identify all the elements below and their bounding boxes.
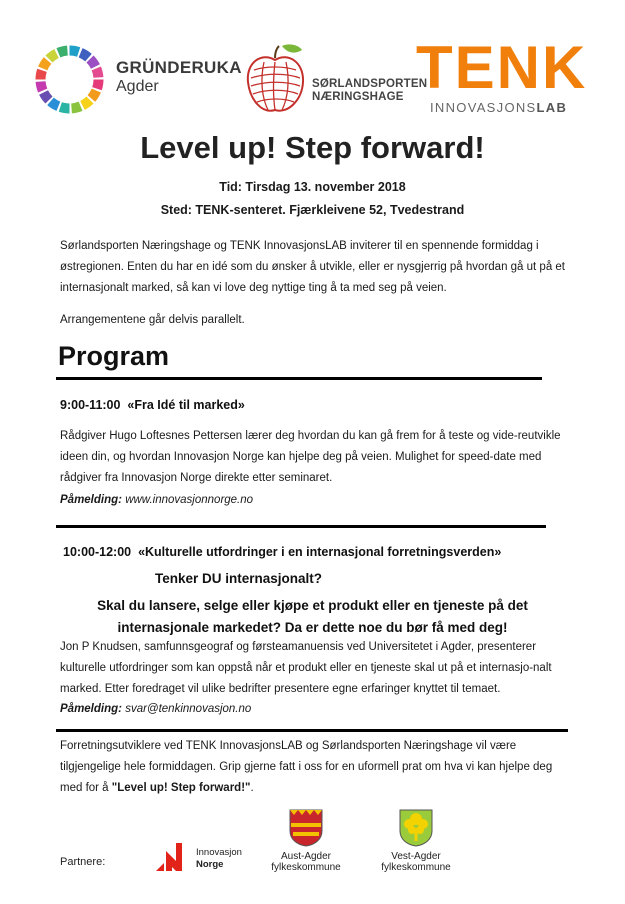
grunderuka-subtitle: Agder — [116, 78, 159, 95]
closing-paragraph: Forretningsutviklere ved TENK InnovasjonsLAB og Sørlandsporten Næringshage vil være tilgjengelige hele formiddagen. Grip gjerne fatt i oss for en uformell prat om hva vi kan hjelpe deg med for å "Level up! Step forward!". — [60, 740, 553, 794]
grunderuka-ring-logo — [32, 42, 107, 117]
apple-logo-icon — [244, 40, 306, 116]
divider — [56, 525, 546, 528]
session1-description: Rådgiver Hugo Loftesnes Pettersen lærer deg hvordan du kan gå frem for å teste og vide-reutvikle ideen din, og hvordan Innovasjon Norge kan hjelpe deg på veien. Mulighet for speed-date med rådgiver fra Innovasjon Norge direkte etter seminaret. — [60, 430, 561, 484]
aust-agder-crest-icon — [289, 809, 323, 847]
innovasjon-norge-label: Innovasjon Norge — [196, 847, 242, 870]
session2-lead-text: Skal du lansere, selge eller kjøpe et produkt eller en tjeneste på det internasjonale markedet? Da er dette noe du bør få med deg! — [97, 598, 528, 635]
divider — [56, 729, 568, 732]
program-heading: Program — [58, 341, 170, 371]
tenk-logo: TENK — [416, 34, 588, 101]
vest-agder-label: Vest-Agder fylkeskommune — [381, 851, 451, 873]
event-time: Tid: Tirsdag 13. november 2018 — [219, 180, 406, 194]
parallel-note: Arrangementene går delvis parallelt. — [60, 314, 245, 326]
session1-signup: Påmelding: www.innovasjonnorge.no — [60, 494, 254, 506]
intro-paragraph: Sørlandsporten Næringshage og TENK InnovasjonsLAB inviterer til en spennende formiddag i østregionen. Enten du har en idé som du ønsker å utvikle, eller er nysgjerrig på hvordan gå ut på et internasjonalt marked, så kan vi love deg nyttige ting å ta med seg på veien. — [60, 240, 566, 294]
session2-lead-question: Tenker DU internasjonalt? — [155, 571, 323, 586]
event-title: Level up! Step forward! — [140, 130, 485, 165]
tenk-subtitle: INNOVASJONSLAB — [430, 100, 568, 115]
session2-heading: 10:00-12:00 «Kulturelle utfordringer i en internasjonal forretningsverden» — [63, 545, 502, 559]
sorlandsporten-logo-text: SØRLANDSPORTEN NÆRINGSHAGE — [312, 78, 428, 103]
vest-agder-crest-icon — [399, 809, 433, 847]
innovasjon-norge-logo-icon — [156, 841, 190, 871]
session1-heading: 9:00-11:00 «Fra Idé til marked» — [60, 398, 245, 412]
session2-signup: Påmelding: svar@tenkinnovasjon.no — [60, 703, 252, 715]
event-location: Sted: TENK-senteret. Fjærkleivene 52, Tvedestrand — [160, 203, 465, 217]
partners-label: Partnere: — [60, 856, 106, 868]
divider — [56, 377, 542, 380]
aust-agder-label: Aust-Agder fylkeskommune — [271, 851, 341, 873]
session2-description: Jon P Knudsen, samfunnsgeograf og førsteamanuensis ved Universitetet i Agder, presenterer kulturelle utfordringer som kan oppstå når et produkt eller en tjeneste skal ut på et internasjo-nalt marked. Etter foredraget vil ulike bedrifter presentere egne erfaringer knyttet til temaet. — [60, 641, 552, 695]
grunderuka-title: GRÜNDERUKA — [116, 58, 242, 77]
